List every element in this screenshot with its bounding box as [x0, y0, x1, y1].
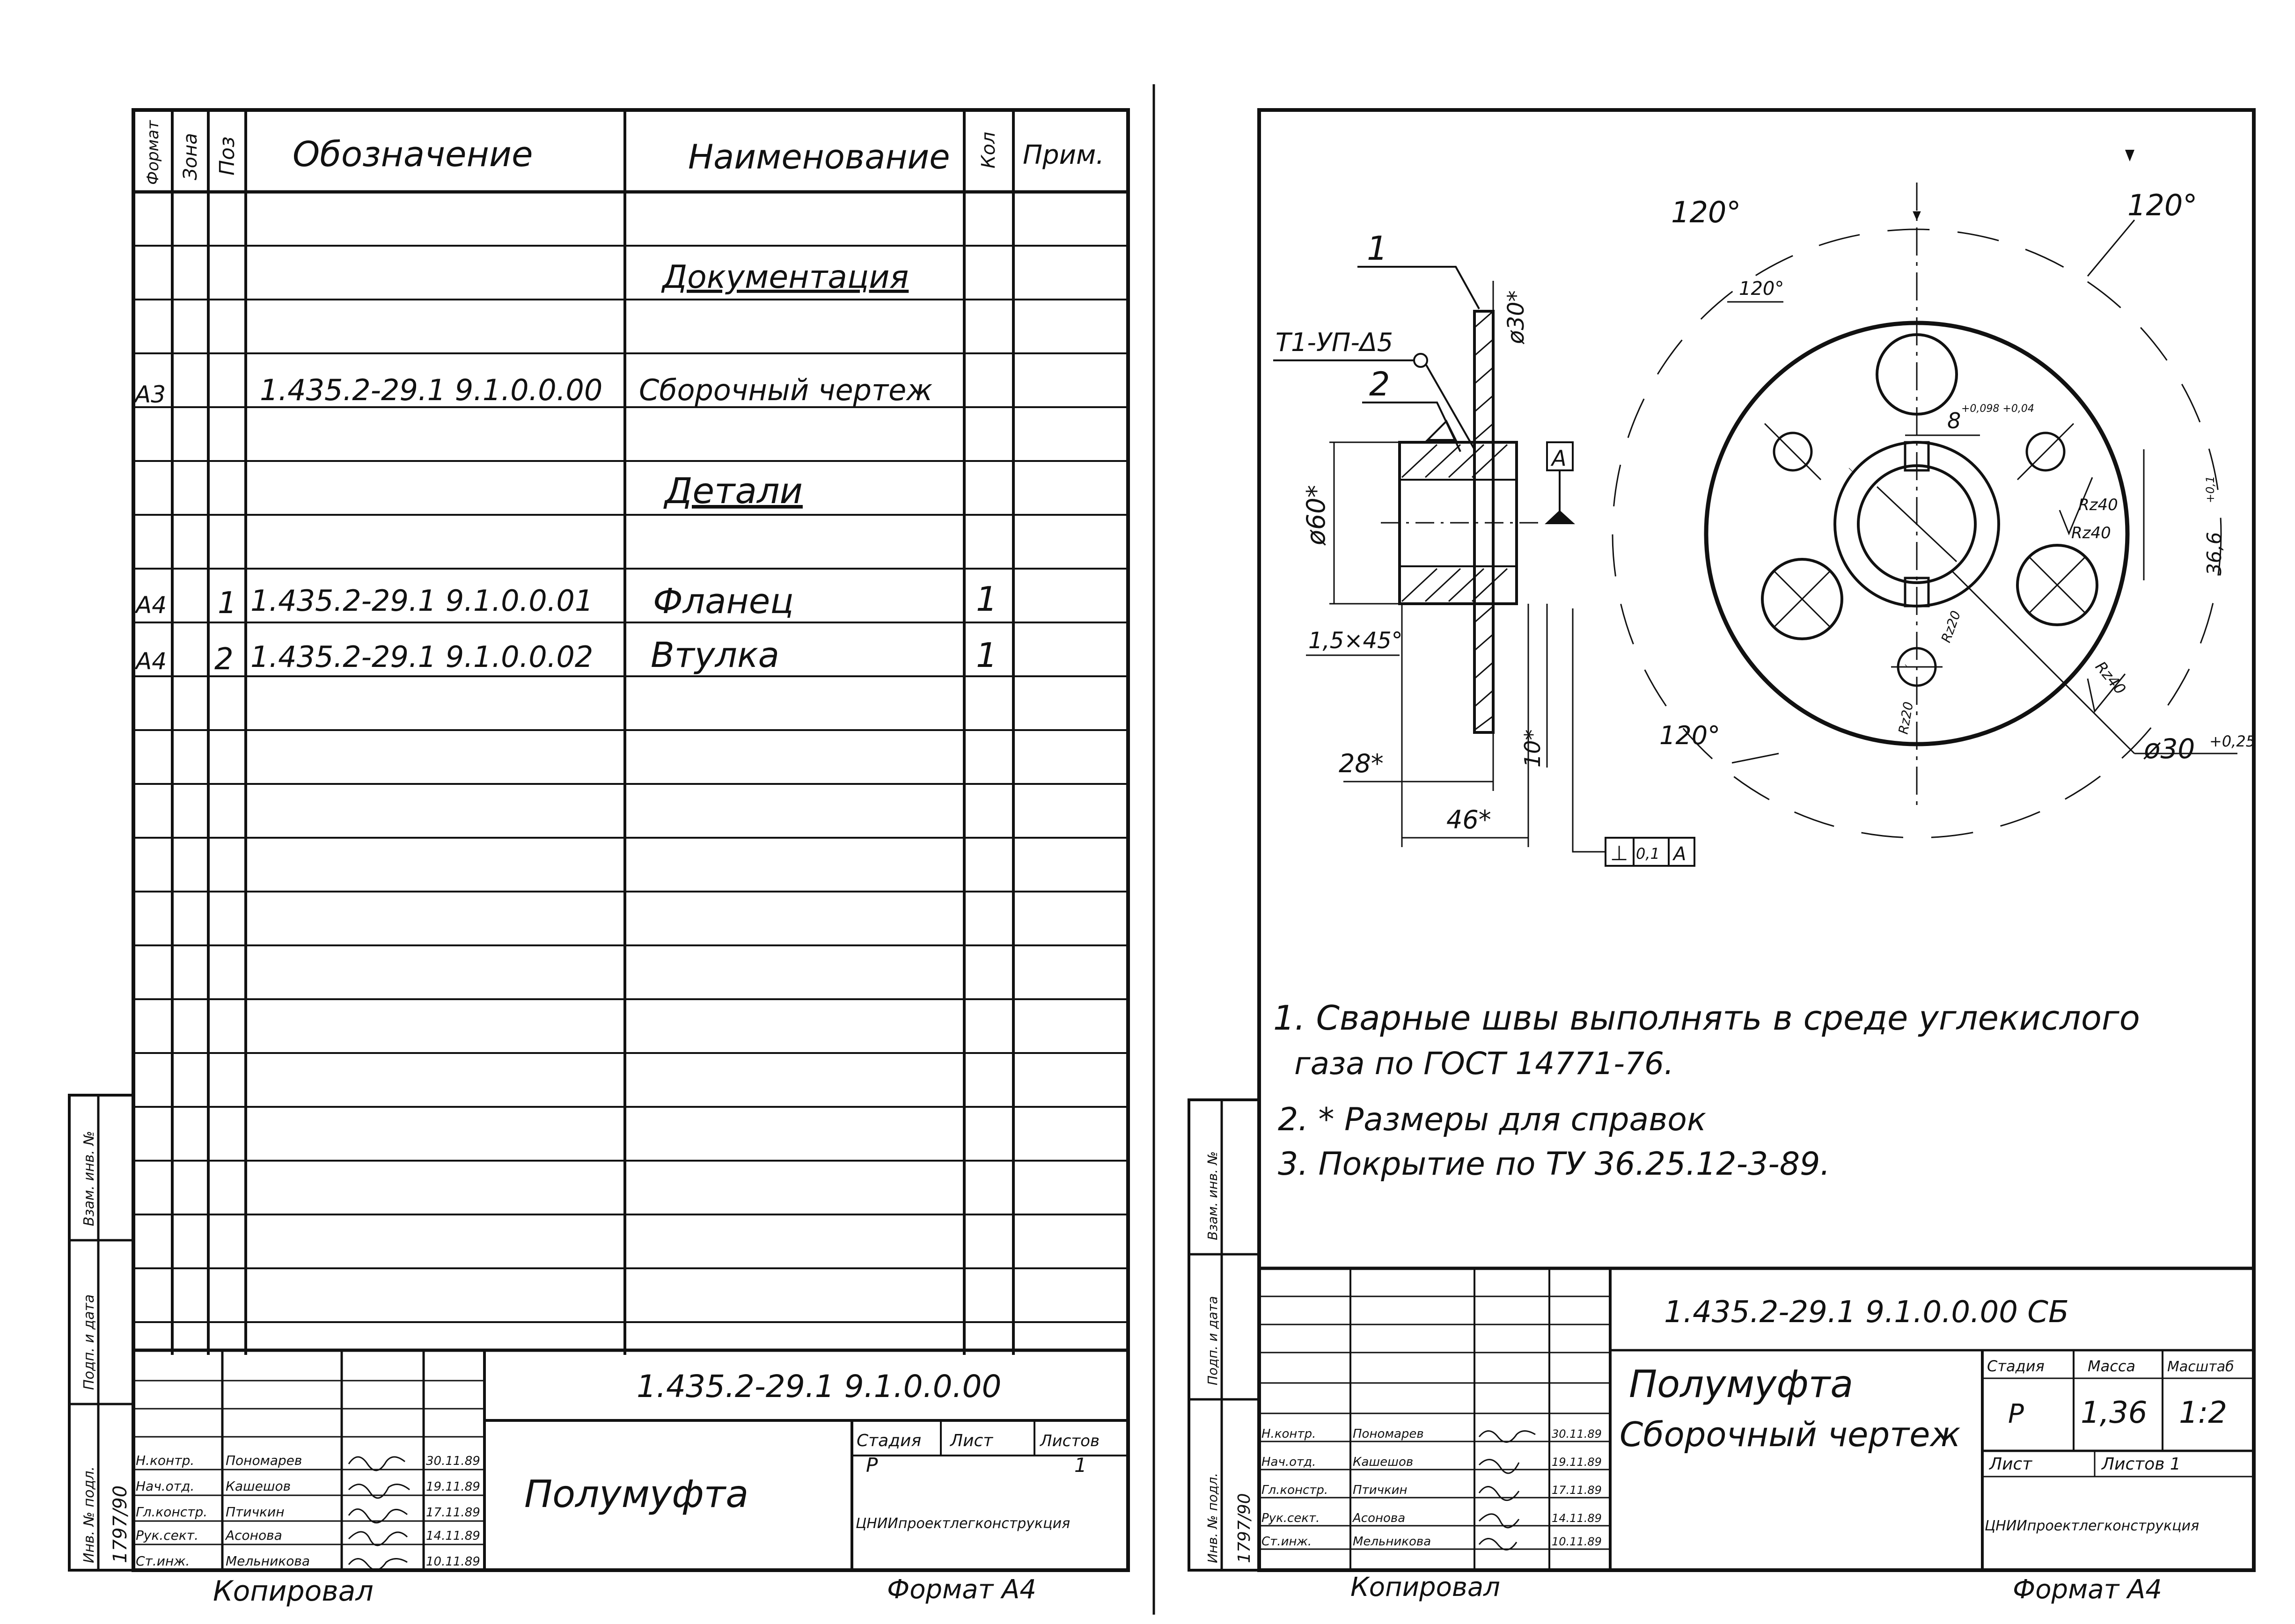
person-name: Кашешов	[1353, 1455, 1414, 1469]
date: 17.11.89	[1552, 1484, 1602, 1497]
person-name: Кашешов	[226, 1478, 291, 1494]
row-qty: 1	[976, 636, 997, 675]
front-view	[1613, 150, 2255, 838]
drawing-sheets-label: Листов 1	[2102, 1455, 2181, 1474]
dim-46: 46*	[1446, 805, 1491, 834]
drawing-title-block	[1259, 1268, 2254, 1570]
drawing-mass: 1,36	[2081, 1396, 2148, 1430]
drawing-stage: Р	[2008, 1399, 2024, 1429]
key-width: 8	[1947, 408, 1961, 433]
date: 19.11.89	[426, 1480, 480, 1494]
dim-10: 10*	[1520, 729, 1545, 768]
role: Ст.инж.	[136, 1553, 190, 1569]
role: Рук.сект.	[1261, 1511, 1320, 1525]
signature	[1479, 1431, 1535, 1442]
key-tolerance: +0,098 +0,04	[1961, 403, 2034, 415]
person-name: Пономарев	[1353, 1427, 1424, 1441]
roughness: Rz40	[2078, 496, 2118, 514]
note-line: газа по ГОСТ 14771-76.	[1294, 1046, 1674, 1082]
row-format: А4	[136, 592, 167, 619]
note-line: 1. Сварные швы выполнять в среде углекислого	[1273, 998, 2140, 1038]
spec-title-block	[133, 1350, 1128, 1570]
row-pos: 2	[214, 642, 234, 677]
date: 19.11.89	[1552, 1456, 1602, 1469]
person-name: Мельникова	[1353, 1535, 1431, 1549]
side-inv-number: 1797/90	[110, 1485, 131, 1563]
person-name: Птичкин	[1353, 1483, 1408, 1497]
side-inv-number: 1797/90	[1235, 1493, 1254, 1563]
signature	[1479, 1460, 1519, 1473]
header-note: Прим.	[1023, 140, 1105, 170]
signature	[349, 1532, 407, 1545]
item-1-label: 1	[1367, 229, 1388, 268]
perp-symbol: ⊥	[1610, 841, 1628, 865]
role: Рук.сект.	[136, 1528, 199, 1543]
row-qty: 1	[976, 579, 997, 619]
drawing-title: Полумуфта	[1629, 1362, 1854, 1406]
role: Н.контр.	[1261, 1427, 1316, 1441]
role: Нач.отд.	[136, 1478, 195, 1494]
datum-triangle	[1545, 510, 1575, 524]
spec-sheets-label: Листов	[1040, 1432, 1100, 1450]
angle-label: 120°	[2127, 188, 2198, 222]
dim-28: 28*	[1339, 749, 1384, 778]
dim-d60: ø60*	[1301, 485, 1331, 545]
date: 17.11.89	[426, 1506, 480, 1520]
section-parts: Детали	[665, 470, 803, 512]
person-name: Асонова	[1353, 1511, 1406, 1525]
row-designation: 1.435.2-29.1 9.1.0.0.01	[250, 584, 594, 618]
drawing-sheet-label: Лист	[1989, 1455, 2032, 1474]
header-name: Наименование	[688, 137, 950, 176]
item-2-label: 2	[1369, 365, 1390, 403]
date: 30.11.89	[1552, 1427, 1602, 1441]
role: Нач.отд.	[1261, 1455, 1316, 1469]
side-label-replace: Взам. инв. №	[81, 1131, 97, 1226]
dim-chamfer: 1,5×45°	[1308, 628, 1403, 654]
drawing-org: ЦНИИпроектлегконструкция	[1985, 1518, 2200, 1534]
row-name: Втулка	[651, 635, 780, 675]
perp-value: 0,1	[1636, 845, 1660, 863]
bore-diameter: ø30	[2144, 733, 2195, 765]
signature	[349, 1457, 405, 1470]
row-pos: 1	[218, 586, 237, 621]
header-zone: Зона	[180, 133, 201, 180]
weld-label: Т1-УП-Δ5	[1276, 328, 1393, 357]
drawing-copied: Копировал	[1350, 1572, 1500, 1602]
spec-title-code: 1.435.2-29.1 9.1.0.0.00	[637, 1368, 1002, 1405]
person-name: Птичкин	[226, 1504, 285, 1520]
key-depth-tolerance: +0,1	[2204, 475, 2217, 503]
spec-org: ЦНИИпроектлегконструкция	[856, 1515, 1071, 1532]
role: Ст.инж.	[1261, 1535, 1312, 1549]
spec-copied: Копировал	[213, 1575, 374, 1608]
note-line: 2. * Размеры для справок	[1278, 1101, 1706, 1138]
spec-format: Формат А4	[887, 1574, 1036, 1605]
section-documentation: Документация	[662, 259, 909, 296]
row-designation: 1.435.2-29.1 9.1.0.0.02	[250, 640, 594, 674]
date: 10.11.89	[426, 1555, 480, 1569]
header-pos: Поз	[215, 136, 239, 176]
side-label-sign: Подп. и дата	[81, 1294, 97, 1390]
signature	[1479, 1539, 1517, 1550]
datum-a: A	[1552, 446, 1567, 471]
side-label-sign: Подп. и дата	[1205, 1296, 1220, 1385]
spec-stage-label: Стадия	[857, 1431, 922, 1450]
person-name: Пономарев	[226, 1453, 302, 1468]
row-format: А3	[135, 381, 166, 408]
roughness: Rz40	[2071, 524, 2111, 542]
row-format: А4	[136, 648, 167, 675]
technical-notes	[1273, 998, 2140, 1183]
signature	[349, 1559, 407, 1570]
roughness: Rz20	[1895, 700, 1917, 736]
spec-sheet-label: Лист	[950, 1431, 993, 1450]
spec-sheets: 1	[1074, 1454, 1087, 1477]
specification-sheet	[69, 110, 1128, 1608]
drawing-format: Формат А4	[2013, 1574, 2162, 1605]
perp-datum: A	[1673, 843, 1686, 865]
bore-tolerance: +0,25	[2209, 732, 2256, 750]
spec-stage: Р	[866, 1454, 878, 1477]
assembly-sheet	[1189, 110, 2255, 1605]
date: 30.11.89	[426, 1454, 480, 1468]
section-view	[1273, 229, 1694, 866]
side-label-replace: Взам. инв. №	[1205, 1151, 1220, 1240]
drawing-stage-label: Стадия	[1987, 1357, 2045, 1375]
angle-label: 120°	[1739, 278, 1784, 300]
dim-d30: ø30*	[1503, 290, 1529, 344]
drawing-scale: 1:2	[2179, 1396, 2227, 1430]
header-designation: Обозначение	[293, 134, 533, 175]
header-qty: Кол	[978, 132, 999, 168]
spec-title: Полумуфта	[524, 1472, 749, 1516]
row-name: Сборочный чертеж	[639, 373, 933, 407]
row-name: Фланец	[653, 581, 794, 622]
role: Н.контр.	[136, 1453, 195, 1468]
header-format: Формат	[144, 120, 162, 185]
side-strip	[1189, 1100, 1259, 1570]
role: Гл.констр.	[136, 1504, 208, 1520]
person-name: Асонова	[226, 1528, 282, 1543]
person-name: Мельникова	[226, 1553, 310, 1569]
role: Гл.констр.	[1261, 1483, 1328, 1497]
date: 14.11.89	[426, 1529, 480, 1543]
date: 14.11.89	[1552, 1512, 1602, 1525]
date: 10.11.89	[1552, 1535, 1602, 1548]
drawing-scale-label: Масштаб	[2167, 1359, 2234, 1375]
angle-label: 120°	[1659, 721, 1721, 750]
row-designation: 1.435.2-29.1 9.1.0.0.00	[260, 373, 603, 407]
drawing-mass-label: Масса	[2088, 1357, 2136, 1375]
angle-label: 120°	[1671, 195, 1741, 229]
roughness: Rz20	[1938, 608, 1964, 645]
drawing-code: 1.435.2-29.1 9.1.0.0.00 СБ	[1664, 1295, 2069, 1330]
roughness: Rz40	[2091, 658, 2130, 698]
side-label-inv: Инв. № подл.	[1205, 1472, 1220, 1563]
side-strip	[69, 1095, 133, 1570]
drawing-subtitle: Сборочный чертеж	[1620, 1415, 1961, 1454]
side-label-inv: Инв. № подл.	[81, 1466, 97, 1563]
note-line: 3. Покрытие по ТУ 36.25.12-3-89.	[1278, 1146, 1830, 1183]
key-depth: 36,6	[2203, 532, 2226, 576]
